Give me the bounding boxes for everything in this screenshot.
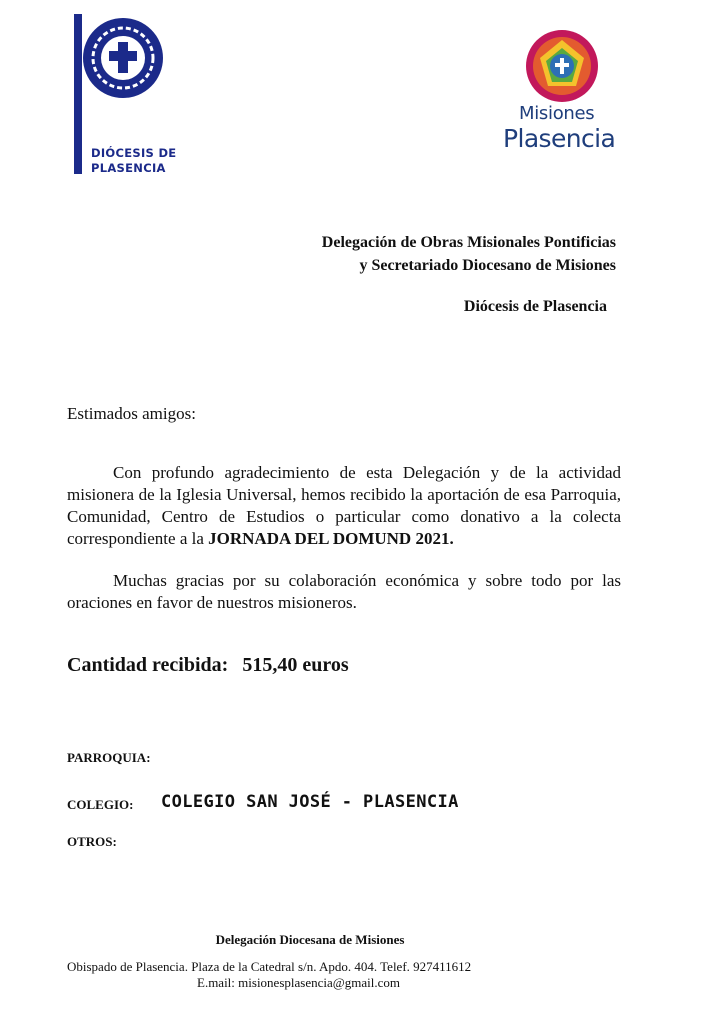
delegation-title-line1: Delegación de Obras Misionales Pontificias — [321, 234, 616, 251]
misiones-logo-line2: Plasencia — [503, 124, 616, 153]
misiones-logo-line1: Misiones — [519, 103, 595, 124]
amount-label: Cantidad recibida: — [67, 654, 229, 676]
amount-received — [67, 654, 349, 677]
parroquia-label: PARROQUIA: — [67, 750, 151, 765]
otros-label: OTROS: — [67, 834, 117, 849]
paragraph-thanks — [67, 462, 621, 550]
paragraph-gratitude: Muchas gracias por su colaboración económica y sobre todo por las oraciones en favor de nuestros misioneros. — [67, 571, 621, 612]
footer-title: Delegación Diocesana de Misiones — [215, 932, 405, 947]
diocese-name: Diócesis de Plasencia — [463, 298, 607, 315]
misiones-logo — [524, 28, 600, 104]
footer-address: Obispado de Plasencia. Plaza de la Catedral s/n. Apdo. 404. Telef. 927411612 — [67, 959, 472, 974]
jornada-domund: JORNADA DEL DOMUND 2021. — [208, 529, 454, 548]
diocese-logo-line2: PLASENCIA — [91, 161, 166, 175]
colegio-value: COLEGIO SAN JOSÉ - PLASENCIA — [161, 792, 459, 812]
diocese-logo-line1: DIÓCESIS DE — [91, 146, 177, 160]
diocese-logo-text — [91, 146, 176, 176]
paragraph-thanks-text: Con profundo agradecimiento de esta Delegación y de la actividad misionera de la Iglesia Universal, hemos recibido la aportación de esa Parroquia, Comunidad, Centro de Estudios o particular como donativo a la colecta correspondiente a la — [67, 463, 621, 548]
footer-email: E.mail: misionesplasencia@gmail.com — [197, 975, 400, 990]
amount-value: 515,40 euros — [242, 654, 349, 676]
greeting: Estimados amigos: — [67, 404, 196, 423]
delegation-title-line2: y Secretariado Diocesano de Misiones — [359, 257, 616, 274]
colegio-label: COLEGIO: — [67, 797, 134, 812]
